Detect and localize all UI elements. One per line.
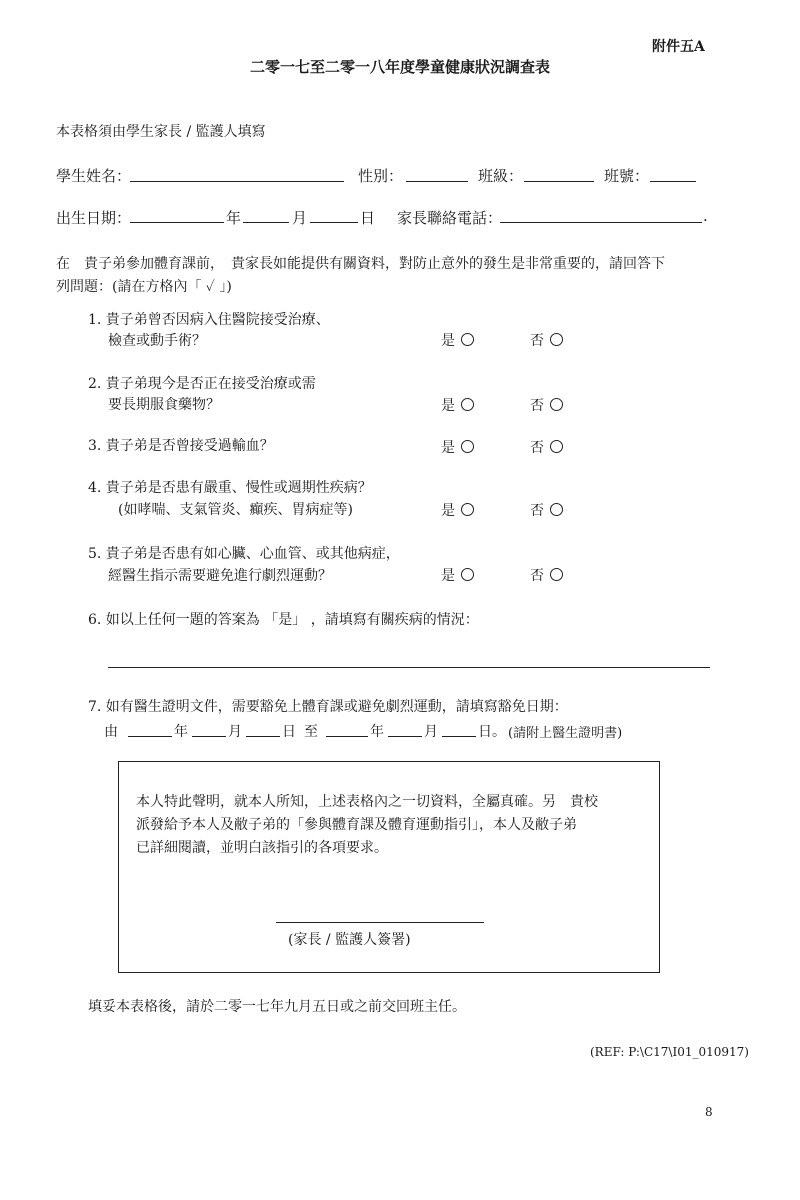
exemption-from-year-label: 年 bbox=[174, 724, 188, 740]
student-name-label: 學生姓名： bbox=[56, 167, 132, 185]
question-2-no[interactable] bbox=[530, 395, 563, 415]
phone-field[interactable] bbox=[500, 222, 702, 223]
question-1-line-2: 檢查或動手術？ bbox=[108, 333, 206, 349]
radio-circle-icon[interactable] bbox=[461, 568, 474, 581]
yes-label: 是 bbox=[441, 333, 455, 349]
no-label: 否 bbox=[530, 398, 544, 414]
declaration-line-2: 派發給予本人及敝子弟的「參與體育課及體育運動指引」，本人及敝子弟 bbox=[136, 817, 577, 833]
question-1-no[interactable] bbox=[530, 330, 563, 350]
exemption-from-day-label: 日 bbox=[282, 724, 296, 740]
exemption-from-label: 由 bbox=[104, 724, 118, 740]
exemption-to-year-label: 年 bbox=[370, 724, 384, 740]
no-label: 否 bbox=[530, 568, 544, 584]
intro-text: 本表格須由學生家長 / 監護人填寫 bbox=[56, 124, 266, 140]
exemption-to-month-field[interactable] bbox=[388, 736, 422, 737]
exemption-from-year-field[interactable] bbox=[128, 736, 172, 737]
radio-circle-icon[interactable] bbox=[550, 398, 563, 411]
dob-year-label: 年 bbox=[226, 209, 242, 227]
radio-circle-icon[interactable] bbox=[550, 568, 563, 581]
radio-circle-icon[interactable] bbox=[461, 440, 474, 453]
question-5-line-1: 5. 貴子弟是否患有如心臟、心血管、或其他病症， bbox=[88, 546, 400, 562]
radio-circle-icon[interactable] bbox=[550, 503, 563, 516]
exemption-to-year-field[interactable] bbox=[326, 736, 368, 737]
form-title: 二零一七至二零一八年度學童健康狀況調查表 bbox=[249, 58, 550, 76]
question-2-line-1: 2. 貴子弟現今是否正在接受治療或需 bbox=[88, 376, 316, 392]
question-3-no[interactable] bbox=[530, 437, 563, 457]
class-label: 班級： bbox=[478, 167, 524, 185]
reference-code: (REF: P:\C17\I01_010917) bbox=[590, 1045, 749, 1059]
question-1-yes[interactable] bbox=[441, 330, 474, 350]
question-2-line-2: 要長期服食藥物？ bbox=[108, 397, 220, 413]
dob-day-field[interactable] bbox=[310, 222, 358, 223]
return-instruction: 填妥本表格後，請於二零一七年九月五日或之前交回班主任。 bbox=[88, 999, 466, 1015]
yes-label: 是 bbox=[441, 398, 455, 414]
exemption-from-month-label: 月 bbox=[228, 724, 242, 740]
dob-day-label: 日 bbox=[360, 209, 376, 227]
student-name-field[interactable] bbox=[130, 181, 344, 182]
no-label: 否 bbox=[530, 440, 544, 456]
no-label: 否 bbox=[530, 333, 544, 349]
radio-circle-icon[interactable] bbox=[550, 440, 563, 453]
class-number-label: 班號： bbox=[604, 167, 650, 185]
dob-month-label: 月 bbox=[292, 209, 308, 227]
question-5-line-2: 經醫生指示需要避免進行劇烈運動？ bbox=[108, 568, 332, 584]
exemption-from-day-field[interactable] bbox=[246, 736, 280, 737]
dob-year-field[interactable] bbox=[130, 222, 224, 223]
radio-circle-icon[interactable] bbox=[461, 333, 474, 346]
exemption-to-label: 至 bbox=[304, 724, 318, 740]
radio-circle-icon[interactable] bbox=[550, 333, 563, 346]
doctor-certificate-note: (請附上醫生證明書) bbox=[508, 726, 623, 741]
class-field[interactable] bbox=[524, 181, 594, 182]
exemption-from-month-field[interactable] bbox=[192, 736, 226, 737]
question-3-line-1: 3. 貴子弟是否曾接受過輸血？ bbox=[88, 438, 274, 454]
phone-label: 家長聯絡電話： bbox=[397, 209, 503, 227]
question-6-answer-line[interactable] bbox=[108, 667, 710, 668]
dob-label: 出生日期： bbox=[56, 209, 132, 227]
question-4-yes[interactable] bbox=[441, 500, 474, 520]
signature-label: (家長 / 監護人簽署) bbox=[288, 932, 411, 948]
no-label: 否 bbox=[530, 503, 544, 519]
exemption-to-day-label: 日。 bbox=[478, 724, 506, 740]
question-7-line-1: 7. 如有醫生證明文件，需要豁免上體育課或避免劇烈運動，請填寫豁免日期： bbox=[88, 699, 568, 715]
question-4-line-1: 4. 貴子弟是否患有嚴重、慢性或週期性疾病？ bbox=[88, 480, 372, 496]
phone-period: . bbox=[703, 207, 708, 225]
radio-circle-icon[interactable] bbox=[461, 503, 474, 516]
question-2-yes[interactable] bbox=[441, 395, 474, 415]
radio-circle-icon[interactable] bbox=[461, 398, 474, 411]
yes-label: 是 bbox=[441, 503, 455, 519]
question-3-yes[interactable] bbox=[441, 437, 474, 457]
sex-label: 性別： bbox=[358, 167, 404, 185]
annex-label: 附件五A bbox=[652, 39, 705, 55]
sex-field[interactable] bbox=[406, 181, 468, 182]
question-1-line-1: 1. 貴子弟曾否因病入住醫院接受治療、 bbox=[88, 312, 330, 328]
exemption-to-month-label: 月 bbox=[424, 724, 438, 740]
declaration-line-1: 本人特此聲明，就本人所知，上述表格內之一切資料，全屬真確。另 貴校 bbox=[136, 794, 598, 810]
exemption-to-day-field[interactable] bbox=[442, 736, 476, 737]
signature-line[interactable] bbox=[276, 922, 484, 923]
yes-label: 是 bbox=[441, 440, 455, 456]
question-4-no[interactable] bbox=[530, 500, 563, 520]
declaration-line-3: 已詳細閱讀，並明白該指引的各項要求。 bbox=[136, 840, 388, 856]
yes-label: 是 bbox=[441, 568, 455, 584]
question-4-line-2: (如哮喘、支氣管炎、癲疾、胃病症等) bbox=[118, 502, 353, 518]
dob-month-field[interactable] bbox=[243, 222, 289, 223]
instruction-line-1: 在 貴子弟參加體育課前， 貴家長如能提供有關資料，對防止意外的發生是非常重要的，請回答下 bbox=[56, 256, 665, 272]
question-5-no[interactable] bbox=[530, 565, 563, 585]
question-5-yes[interactable] bbox=[441, 565, 474, 585]
question-6-text: 6. 如以上任何一題的答案為 「是」 ，請填寫有關疾病的情況： bbox=[88, 612, 479, 628]
instruction-line-2: 列問題：(請在方格內「 ✓ 」) bbox=[56, 279, 232, 295]
page-number: 8 bbox=[705, 1105, 713, 1119]
class-number-field[interactable] bbox=[650, 181, 696, 182]
